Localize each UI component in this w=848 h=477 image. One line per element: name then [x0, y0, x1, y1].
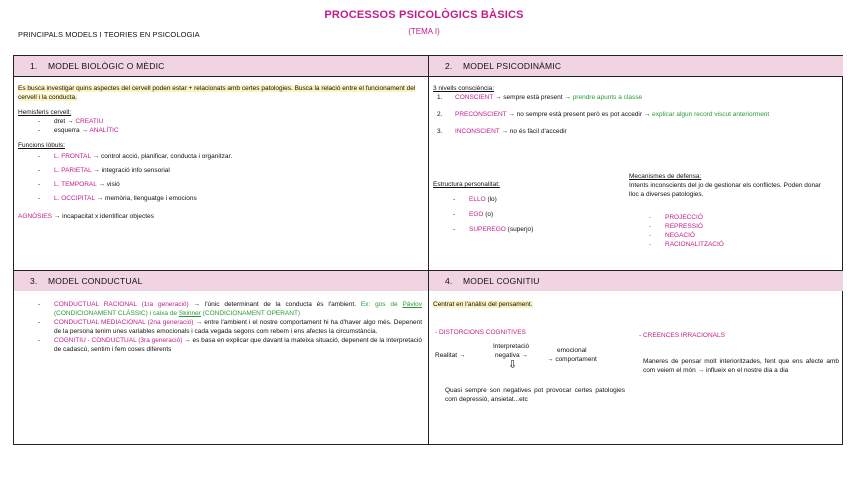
lobes-title: Funcions lòbuls:: [18, 142, 65, 149]
list-item: - NEGACIÓ: [629, 231, 825, 240]
item-value: CREATIU: [75, 118, 104, 125]
list-item: [433, 210, 613, 219]
hemispheres-title: Hemisferis cervell:: [18, 109, 72, 116]
item-label: L. FRONTAL: [54, 153, 91, 160]
arrow-icon: →: [184, 337, 191, 344]
item-desc: (o): [485, 211, 494, 218]
arrow-icon: →: [508, 111, 515, 118]
item-example: Skinner: [178, 310, 201, 317]
section-3-body: [18, 300, 422, 354]
list-item: [18, 180, 424, 189]
defense-title: Mecanismes de defensa:: [629, 173, 702, 180]
section-3-header: [14, 271, 428, 291]
item-desc: control acció, planificar, conducta i organitzar.: [100, 153, 233, 160]
arrow-icon: →: [547, 356, 554, 363]
arrow-icon: →: [98, 181, 105, 188]
item-label: PRECONSCIENT: [455, 111, 507, 118]
document-subtitle: (TEMA I): [408, 27, 440, 36]
list-item: [433, 225, 613, 234]
down-arrow-icon: ⇩: [508, 359, 518, 371]
section-4-header: [429, 271, 843, 291]
item-label: L. TEMPORAL: [54, 181, 97, 188]
section-1-body: [18, 84, 424, 221]
models-table: [13, 55, 843, 445]
structure-title: Estructura personalitat:: [433, 181, 500, 188]
item-desc: entre l'ambient i el nostre comportament hi ha d'haver algo més. Depenent de la persona tenim unes variables emocionals i cada vegada segons com rebem i ens afectes la circumstància.: [54, 319, 422, 335]
arrow-icon: →: [81, 127, 88, 134]
flow-label: Interpretació: [493, 343, 530, 350]
arrow-icon: →: [195, 319, 203, 326]
arrow-icon: →: [521, 352, 528, 359]
beliefs-text: influeix en el nostre dia a dia: [705, 367, 789, 374]
table-divider: [14, 76, 842, 77]
section-4-body: [433, 300, 839, 440]
personality-structure: [433, 180, 613, 234]
arrow-icon: →: [643, 111, 651, 118]
section-title: MODEL COGNITIU: [463, 276, 540, 286]
arrow-icon: →: [564, 94, 571, 101]
section-1-header: [14, 56, 428, 76]
item-label: L. OCCIPITAL: [54, 195, 95, 202]
distortions-title: - DISTORCIONS COGNITIVES: [435, 329, 526, 336]
item-example: explicar algun record viscut anteriorment: [652, 111, 770, 118]
list-item: [18, 194, 424, 203]
flow-label: negativa: [495, 352, 520, 359]
section-intro: Centrat en l'anàlisi del pensament.: [433, 301, 533, 308]
item-label: COGNITIU - CONDUCTUAL (3ra generació): [54, 337, 183, 344]
list-item: [433, 127, 839, 136]
list-item: [18, 166, 424, 175]
item-label: CONDUCTUAL RACIONAL (1ra generació): [54, 301, 189, 308]
document-title: PROCESSOS PSICOLÒGICS BÀSICS: [324, 9, 524, 21]
flow-label: Realitat: [435, 352, 458, 359]
item-label: CONDUCTUAL MEDIACIONAL (2na generació): [54, 319, 194, 326]
item-desc: memòria, llenguatge i emocions: [104, 195, 197, 202]
list-item: [433, 110, 839, 119]
flow-step: [547, 355, 597, 364]
item-desc: (lo): [487, 196, 497, 203]
item-example: (CONDICIONAMENT CLÀSSIC) i caixa de: [54, 310, 178, 317]
section-number: 3.: [30, 276, 38, 286]
item-label: AGNÒSIES: [18, 213, 52, 220]
levels-title: 3 nivells consciència:: [433, 85, 495, 92]
item-desc: incapacitat x identificar objectes: [62, 213, 154, 220]
item-desc: (superjo): [507, 226, 534, 233]
item-label: INCONSCIENT: [455, 128, 500, 135]
list-item: - REPRESSIÓ: [629, 222, 825, 231]
list-item: - RACIONALITZACIÓ: [629, 240, 825, 249]
flow-label: comportament: [555, 356, 597, 363]
arrow-icon: →: [96, 195, 104, 202]
item-example: prendre apunts a classe: [572, 94, 643, 101]
section-title: MODEL CONDUCTUAL: [48, 276, 143, 286]
list-item: [18, 117, 424, 126]
item-desc: no sempre està present però es pot accedir: [516, 111, 643, 118]
item-example: Ex: gos de: [360, 301, 398, 308]
beliefs-text: Maneres de pensar molt interioritzades, fent que ens afecte amb com veiem el món: [643, 358, 839, 374]
item-label: L. PARIETAL: [54, 167, 92, 174]
flow-step: [435, 351, 465, 360]
item-label: dret: [54, 118, 66, 125]
list-item: [18, 336, 422, 354]
item-desc: integració info sensorial: [101, 167, 170, 174]
agnosies-line: [18, 212, 424, 221]
item-number: 1.: [437, 94, 443, 101]
list-item: - PROJECCIÓ: [629, 213, 825, 222]
table-vertical-divider: [428, 56, 429, 444]
item-label: esquerra: [54, 127, 80, 134]
list-item: [433, 93, 839, 102]
section-number: 1.: [30, 61, 38, 71]
item-label: EGO: [469, 211, 484, 218]
list-item: [18, 300, 422, 318]
item-label: SUPEREGO: [469, 226, 506, 233]
item-label: ELLO: [469, 196, 486, 203]
item-desc: es basa en explicar que davant la mateixa situació, depenent de la interpretació de cadascú, sentim i fem coses diferents: [54, 337, 422, 353]
list-item: [18, 152, 424, 161]
section-intro: Es busca investigar quins aspectes del cervell poden estar + relacionats amb certes patologies. Busca la relació entre el funcionament del cervell i la conducta.: [18, 85, 416, 101]
section-title: MODEL PSICODINÀMIC: [463, 61, 562, 71]
section-number: 2.: [445, 61, 453, 71]
beliefs-title: - CREENCES IRRACIONALS: [639, 332, 725, 339]
arrow-icon: →: [697, 367, 705, 374]
item-label: CONSCIENT: [455, 94, 494, 101]
item-number: 2.: [437, 111, 443, 118]
section-2-body: [433, 84, 839, 268]
section-number: 4.: [445, 276, 453, 286]
list-item: [433, 195, 613, 204]
section-2-header: [429, 56, 843, 76]
item-desc: visió: [106, 181, 120, 188]
item-value: ANALÍTIC: [89, 127, 119, 134]
beliefs-desc: [643, 357, 839, 375]
item-number: 3.: [437, 128, 443, 135]
defense-desc: Intents inconscients del jo de gestionar els conflictes. Poden donar lloc a diverses patologies.: [629, 182, 821, 198]
arrow-icon: →: [53, 213, 61, 220]
section-title: MODEL BIOLÒGIC O MÈDIC: [48, 61, 165, 71]
item-desc: l'únic determinant de la conducta és l'ambient.: [204, 301, 356, 308]
item-example: Pàvlov: [402, 301, 422, 308]
list-item: [18, 126, 424, 135]
arrow-icon: →: [193, 301, 201, 308]
arrow-icon: →: [494, 94, 502, 101]
item-desc: no és fàcil d'accedir: [509, 128, 567, 135]
arrow-icon: →: [92, 153, 100, 160]
item-example: (CONDICIONAMENT OPERANT): [202, 310, 301, 317]
arrow-icon: →: [501, 128, 508, 135]
arrow-icon: →: [93, 167, 100, 174]
list-item: [18, 318, 422, 336]
item-desc: sempre està present: [503, 94, 563, 101]
arrow-icon: →: [67, 118, 74, 125]
distortions-desc: Quasi sempre son negatives pot provocar certes patologies com depressió, ansietat...etc: [445, 387, 625, 403]
defense-mechanisms: [629, 172, 825, 249]
arrow-icon: →: [458, 352, 466, 359]
flow-label: emocional: [557, 347, 587, 354]
document-heading: PRINCIPALS MODELS I TEORIES EN PSICOLOGIA: [18, 30, 200, 39]
